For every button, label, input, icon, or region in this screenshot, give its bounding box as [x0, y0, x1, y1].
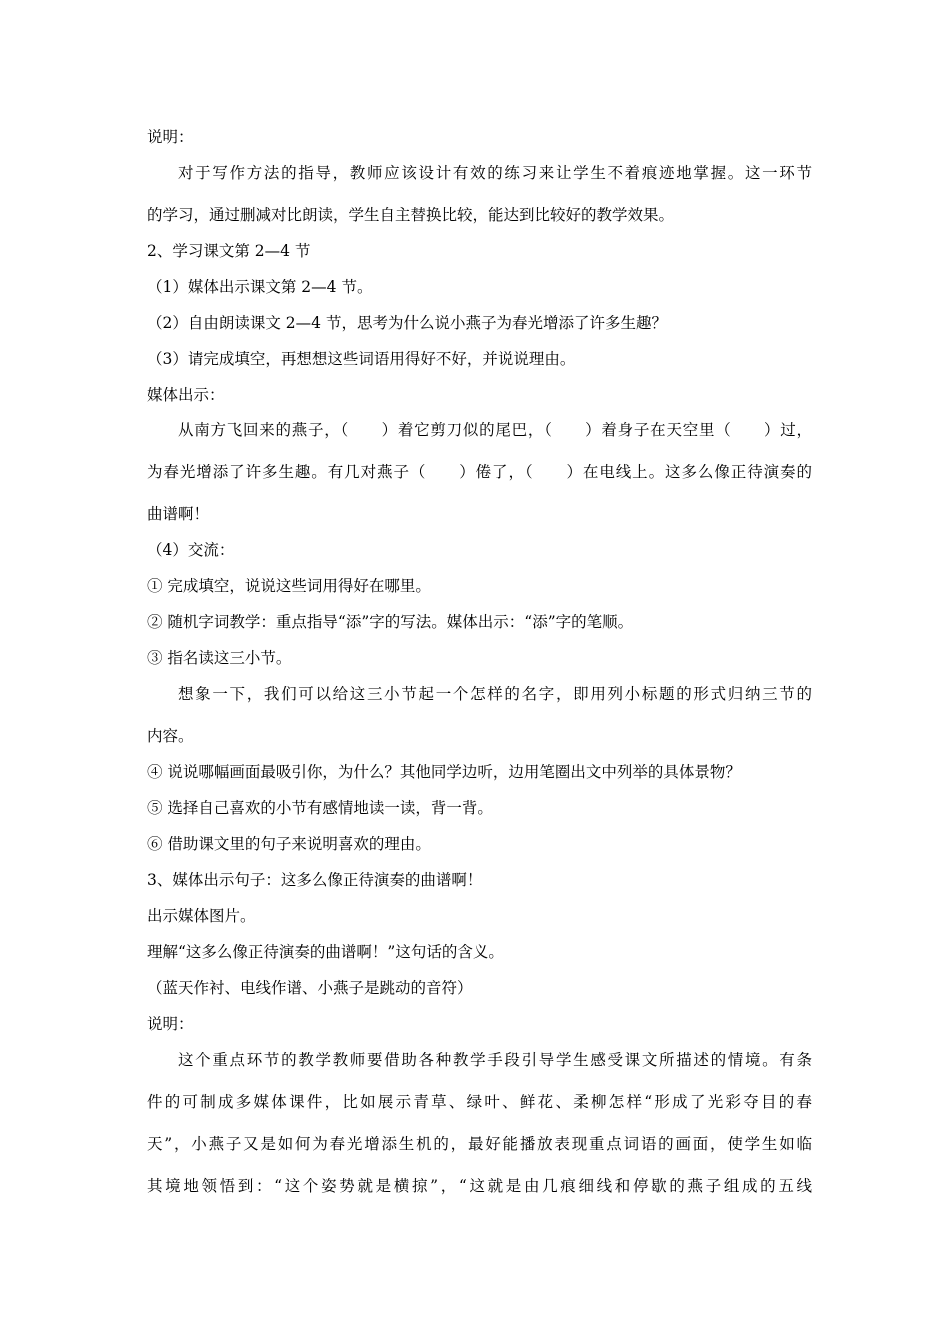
- section-heading-3: 3、媒体出示句子：这多么像正待演奏的曲谱啊！: [147, 871, 483, 889]
- note-heading-2: 说明：: [147, 1015, 194, 1033]
- list-item: （3）请完成填空，再想想这些词语用得好不好，并说说理由。: [147, 350, 576, 368]
- paragraph-line: 件的可制成多媒体课件，比如展示青草、绿叶、鲜花、柔柳怎样“形成了光彩夺目的春: [147, 1093, 812, 1111]
- paragraph-line: 想象一下，我们可以给这三小节起一个怎样的名字，即用列小标题的形式归纳三节的: [178, 685, 812, 703]
- list-item: ⑤ 选择自己喜欢的小节有感情地读一读，背一背。: [147, 799, 493, 817]
- list-item: ③ 指名读这三小节。: [147, 649, 292, 667]
- fill-blank-line: 曲谱啊！: [147, 505, 210, 523]
- section-heading-2: 2、学习课文第 2—4 节: [147, 242, 311, 260]
- paragraph-line: 理解“这多么像正待演奏的曲谱啊！”这句话的含义。: [147, 943, 504, 961]
- paragraph-line: 内容。: [147, 727, 194, 745]
- paragraph-line: 其境地领悟到：“这个姿势就是横掠”，“这就是由几痕细线和停歇的燕子组成的五线: [147, 1177, 812, 1195]
- list-item: ① 完成填空，说说这些词用得好在哪里。: [147, 577, 431, 595]
- list-item: ⑥ 借助课文里的句子来说明喜欢的理由。: [147, 835, 431, 853]
- fill-blank-line: 为春光增添了许多生趣。有几对燕子（ ）倦了，（ ）在电线上。这多么像正待演奏的: [147, 463, 812, 481]
- paragraph-line: （蓝天作衬、电线作谱、小燕子是跳动的音符）: [147, 979, 473, 997]
- fill-blank-line: 从南方飞回来的燕子，（ ）着它剪刀似的尾巴，（ ）着身子在天空里（ ）过，: [178, 421, 812, 439]
- list-item: ② 随机字词教学：重点指导“添”字的写法。媒体出示：“添”字的笔顺。: [147, 613, 634, 631]
- list-item: （2）自由朗读课文 2—4 节，思考为什么说小燕子为春光增添了许多生趣？: [147, 314, 667, 332]
- paragraph-line: 的学习，通过删减对比朗读，学生自主替换比较，能达到比较好的教学效果。: [147, 206, 675, 224]
- list-item: （4）交流：: [147, 541, 235, 559]
- list-item: ④ 说说哪幅画面最吸引你，为什么？其他同学边听，边用笔圈出文中列举的具体景物？: [147, 763, 741, 781]
- paragraph-line: 出示媒体图片。: [147, 907, 256, 925]
- paragraph-line: 这个重点环节的教学教师要借助各种教学手段引导学生感受课文所描述的情境。有条: [178, 1051, 812, 1069]
- paragraph-line: 天”，小燕子又是如何为春光增添生机的，最好能播放表现重点词语的画面，使学生如临: [147, 1135, 812, 1153]
- note-heading-1: 说明：: [147, 128, 194, 146]
- paragraph-line: 对于写作方法的指导，教师应该设计有效的练习来让学生不着痕迹地掌握。这一环节: [178, 164, 812, 182]
- list-item: （1）媒体出示课文第 2—4 节。: [147, 278, 373, 296]
- media-heading: 媒体出示：: [147, 386, 225, 404]
